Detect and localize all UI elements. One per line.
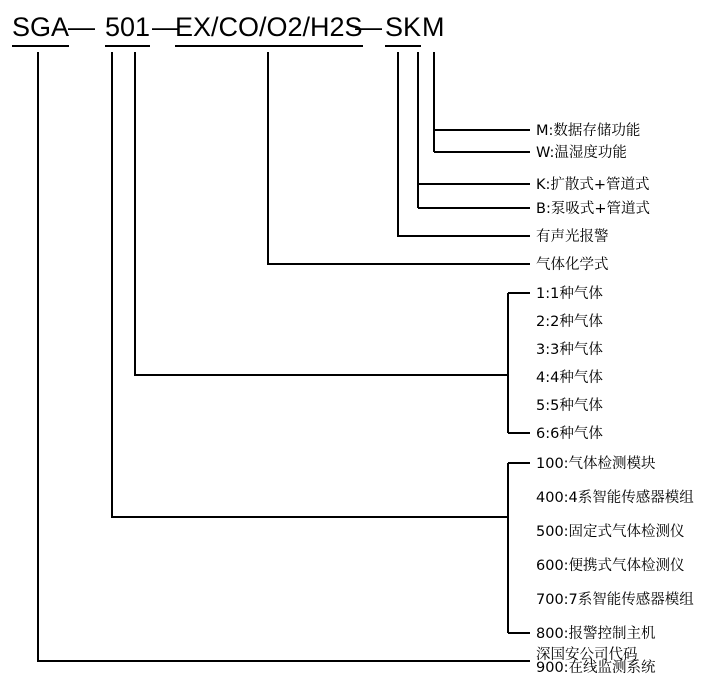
- code-dash-3: —: [355, 12, 382, 42]
- label-storage-m: M:数据存储功能: [536, 123, 641, 139]
- label-sampling-b: B:泵吸式+管道式: [536, 201, 650, 217]
- code-part-m: M: [422, 12, 445, 42]
- label-series-400: 400:4系智能传感器模组: [536, 490, 694, 506]
- code-part-sk: SK: [385, 10, 421, 47]
- code-part-501: 501: [105, 10, 150, 47]
- label-series-800: 800:报警控制主机: [536, 626, 656, 642]
- code-part-gases: EX/CO/O2/H2S: [175, 10, 363, 47]
- label-gas-chemical: 气体化学式: [536, 257, 609, 273]
- label-gas-count-4: 4:4种气体: [536, 370, 603, 386]
- label-series-700: 700:7系智能传感器模组: [536, 592, 694, 608]
- label-storage-w: W:温湿度功能: [536, 145, 627, 161]
- label-gas-count-5: 5:5种气体: [536, 398, 603, 414]
- label-series-600: 600:便携式气体检测仪: [536, 558, 685, 574]
- label-sampling-k: K:扩散式+管道式: [536, 177, 650, 193]
- label-company-code: 深国安公司代码: [536, 647, 638, 663]
- label-series-500: 500:固定式气体检测仪: [536, 524, 685, 540]
- label-series-100: 100:气体检测模块: [536, 456, 656, 472]
- label-alarm: 有声光报警: [536, 229, 609, 245]
- label-gas-count-2: 2:2种气体: [536, 314, 603, 330]
- label-series-900: 900:在线监测系统: [536, 660, 656, 675]
- label-gas-count-3: 3:3种气体: [536, 342, 603, 358]
- label-gas-count-6: 6:6种气体: [536, 426, 603, 442]
- code-dash-1: —: [68, 12, 95, 42]
- code-part-sga: SGA: [12, 10, 69, 47]
- label-gas-count-1: 1:1种气体: [536, 286, 603, 302]
- code-dash-2: —: [152, 12, 179, 42]
